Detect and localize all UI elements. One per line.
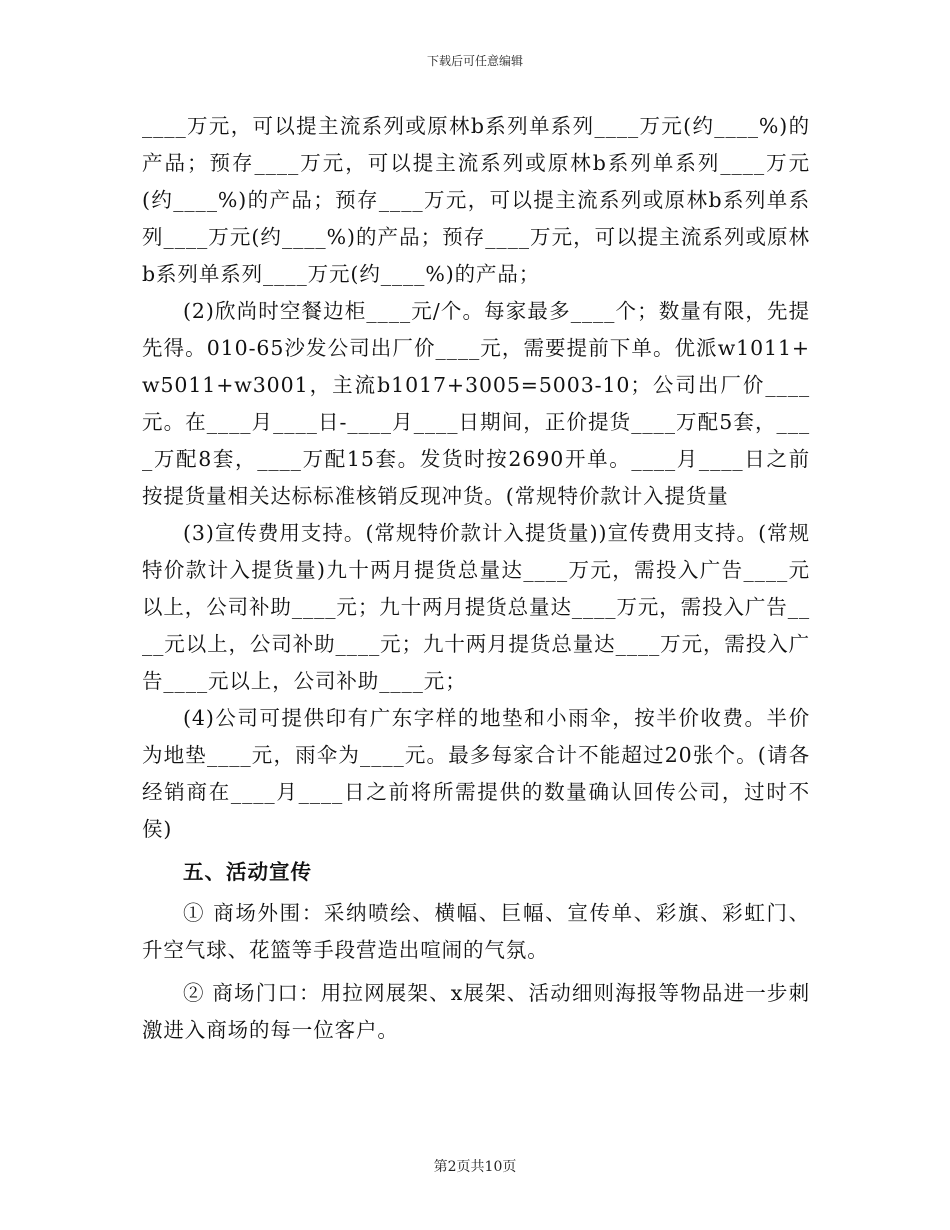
- page-footer: 第2页共10页: [433, 1159, 517, 1175]
- paragraph-prepayment-continued: ____万元，可以提主流系列或原林b系列单系列____万元(约____%)的产品；预存____万元，可以提主流系列或原林b系列单系列____万元(约____%)的产品；预存____万元，可以提主流系列或原林b系列单系列____万元(约____%)的产品；预存____万元，可以提主流系列或原林b系列单系列____万元(约____%)的产品；: [142, 114, 810, 286]
- section-heading: 五、活动宣传: [183, 860, 312, 884]
- page-header: 下载后可任意编辑: [426, 54, 523, 68]
- paragraph-item-2: (2)欣尚时空餐边柜____元/个。每家最多____个；数量有限，先提先得。010-65沙发公司出厂价____元，需要提前下单。优派w1011+w5011+w3001，主流b1017+3005=5003-10；公司出厂价____元。在____月____日-____月____日期间，正价提货____万配5套，____万配8套，____万配15套。发货时按2690开单。____月____日之前按提货量相关达标标准核销反现冲货。(常规特价款计入提货量: [142, 299, 810, 508]
- document-body: [142, 108, 810, 1049]
- list-item: ① 商场外围：采纳喷绘、横幅、巨幅、宣传单、彩旗、彩虹门、升空气球、花篮等手段营造出喧闹的气氛。: [142, 901, 810, 962]
- list-item: ② 商场门口：用拉网展架、x展架、活动细则海报等物品进一步刺激进入商场的每一位客户。: [142, 981, 810, 1042]
- paragraph-item-4: (4)公司可提供印有广东字样的地垫和小雨伞，按半价收费。半价为地垫____元，雨伞为____元。最多每家合计不能超过20张个。(请各经销商在____月____日之前将所需提供的数量确认回传公司，过时不侯): [142, 706, 810, 841]
- paragraph-item-3: (3)宣传费用支持。(常规特价款计入提货量))宣传费用支持。(常规特价款计入提货量)九十两月提货总量达____万元，需投入广告____元以上，公司补助____元；九十两月提货总量达____万元，需投入广告____元以上，公司补助____元；九十两月提货总量达____万元，需投入广告____元以上，公司补助____元；: [142, 521, 810, 693]
